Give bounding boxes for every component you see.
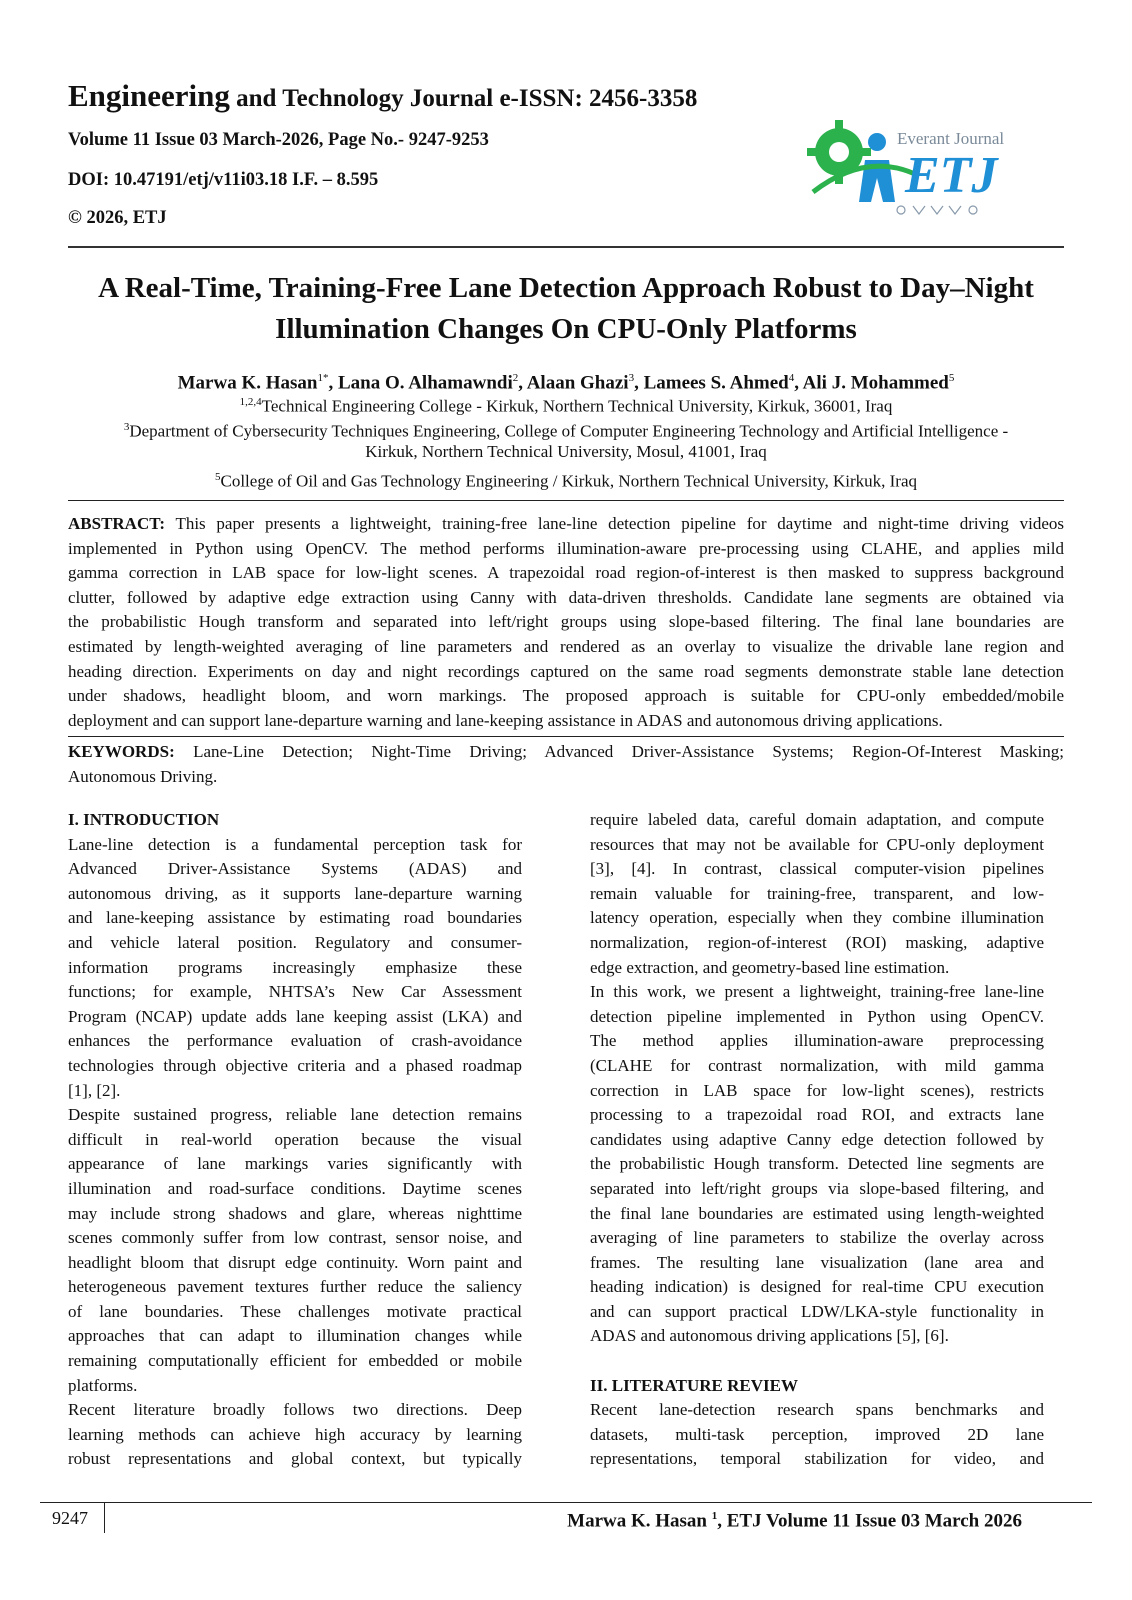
paragraph-line: detection pipeline implemented in Python using OpenCV. xyxy=(590,1006,1044,1026)
section-heading-introduction: I. INTRODUCTION xyxy=(68,810,220,829)
affiliation-text: Kirkuk, Northern Technical University, Mosul, 41001, Iraq xyxy=(365,442,767,461)
right-column-body-2 xyxy=(590,1398,1044,1472)
paragraph-line: robust representations and global context, but typically xyxy=(68,1449,522,1469)
abstract-line: clutter, followed by adaptive edge extraction using Canny with data-driven thresholds. Candidate lane segments are obtained via xyxy=(68,587,1064,607)
journal-title xyxy=(68,78,697,114)
paragraph-line: averaging of line parameters to stabilize the overlay across xyxy=(590,1228,1044,1248)
paragraph-line: ADAS and autonomous driving applications [5], [6]. xyxy=(590,1326,949,1346)
paragraph-line: information programs increasingly emphasize these xyxy=(68,957,522,977)
paragraph-line: normalization, region-of-interest (ROI) masking, adaptive xyxy=(590,932,1044,952)
paragraph-line: The method applies illumination-aware preprocessing xyxy=(590,1031,1044,1051)
paragraph-line: may include strong shadows and glare, whereas nighttime xyxy=(68,1203,522,1223)
keywords-line xyxy=(68,740,1064,765)
section-spacer xyxy=(590,1349,1044,1374)
abstract-line: gamma correction in LAB space for low-light scenes. A trapezoidal road region-of-interest is then masked to suppress background xyxy=(68,563,1064,583)
paragraph-line: functions; for example, NHTSA’s New Car Assessment xyxy=(68,982,522,1002)
journal-title-word: Engineering xyxy=(68,78,230,113)
footer-author: Marwa K. Hasan xyxy=(567,1510,712,1532)
paragraph-line: In this work, we present a lightweight, training-free lane-line xyxy=(590,982,1044,1002)
title-line: Illumination Changes On CPU-Only Platforms xyxy=(275,313,857,345)
author-sup: 3 xyxy=(628,372,635,384)
paragraph-line: the final lane boundaries are estimated using length-weighted xyxy=(590,1203,1044,1223)
paragraph-line: headlight bloom that disrupt edge continuity. Worn paint and xyxy=(68,1252,522,1272)
paragraph-line: and vehicle lateral position. Regulatory and consumer- xyxy=(68,932,522,952)
paragraph-line: of lane boundaries. These challenges motivate practical xyxy=(68,1301,522,1321)
author-name: Lamees S. Ahmed xyxy=(643,372,789,394)
author-sup: 2 xyxy=(512,372,519,384)
paragraph-line: enhances the performance evaluation of crash-avoidance xyxy=(68,1031,522,1051)
paper-title xyxy=(60,268,1072,350)
left-column xyxy=(68,808,522,1472)
right-column xyxy=(590,808,1044,1472)
paragraph-line: heading indication) is designed for real-time CPU execution xyxy=(590,1277,1044,1297)
author-name: Alaan Ghazi xyxy=(526,372,629,394)
paragraph-line: latency operation, especially when they combine illumination xyxy=(590,908,1044,928)
author-name: Marwa K. Hasan xyxy=(177,372,318,394)
affiliation-text: College of Oil and Gas Technology Engineering / Kirkuk, Northern Technical University, Kirkuk, Iraq xyxy=(220,471,917,491)
paragraph-line: platforms. xyxy=(68,1375,138,1395)
paragraph-line: Recent literature broadly follows two directions. Deep xyxy=(68,1400,522,1420)
keywords-text: Lane-Line Detection; Night-Time Driving; Advanced Driver-Assistance Systems; Region-Of-Interest Masking; xyxy=(174,742,1064,761)
affiliation-sup: 5 xyxy=(215,471,221,483)
author-name: Lana O. Alhamawndi xyxy=(337,372,513,394)
author-list: Marwa K. Hasan$^{1*}$, Lana O. Alhamawndi$^2$, Alaan Ghazi$^3$, Lamees S. Ahmed$^4$, Ali J. Mohammed$^5$ xyxy=(177,372,955,394)
journal-title-rest: and Technology Journal e-ISSN: 2456-3358 xyxy=(229,85,698,112)
page-number: 9247 xyxy=(52,1508,88,1528)
abstract-label: ABSTRACT: xyxy=(68,514,165,533)
footer-sup: 1 xyxy=(711,1510,718,1522)
abstract-line: implemented in Python using OpenCV. The method performs illumination-aware pre-processing using CLAHE, and applies mild xyxy=(68,538,1064,558)
copyright-line: © 2026, ETJ xyxy=(68,208,167,228)
paragraph-line: candidates using adaptive Canny edge detection followed by xyxy=(590,1129,1044,1149)
logo-text-main: ETJ xyxy=(905,147,998,204)
etj-logo xyxy=(805,112,1020,222)
paragraph-line: Despite sustained progress, reliable lane detection remains xyxy=(68,1105,522,1125)
paragraph-line: heterogeneous pavement textures further reduce the saliency xyxy=(68,1277,522,1297)
logo-text-top: Everant Journal xyxy=(897,129,1005,148)
affiliation-text: Technical Engineering College - Kirkuk, Northern Technical University, Kirkuk, 36001, Iraq xyxy=(261,396,893,416)
affiliation-text: Department of Cybersecurity Techniques Engineering, College of Computer Engineering Technology and Artificial Intelligence - xyxy=(129,421,1009,441)
paragraph-line: the probabilistic Hough transform. Detected line segments are xyxy=(590,1154,1044,1174)
author-sup: 4 xyxy=(788,372,795,384)
running-footer xyxy=(567,1510,1022,1532)
paragraph-line: processing to a trapezoidal road ROI, and extracts lane xyxy=(590,1105,1044,1125)
abstract-line: estimated by length-weighted averaging of line parameters and rendered as an overlay to visualize the drivable lane region and xyxy=(68,636,1064,656)
footer-rule xyxy=(40,1502,1092,1503)
abstract xyxy=(68,512,1064,733)
keywords-line: Autonomous Driving. xyxy=(68,766,218,786)
paragraph-line: illumination and road-surface conditions. Daytime scenes xyxy=(68,1178,522,1198)
paragraph-line: technologies through objective criteria and a phased roadmap xyxy=(68,1055,522,1075)
left-column-body xyxy=(68,833,522,1472)
keywords-label: KEYWORDS: xyxy=(68,742,175,761)
paragraph-line: approaches that can adapt to illumination changes while xyxy=(68,1326,522,1346)
author-name: Ali J. Mohammed xyxy=(802,372,949,394)
abstract-line xyxy=(68,512,1064,537)
abstract-line: deployment and can support lane-departure warning and lane-keeping assistance in ADAS and autonomous driving applications. xyxy=(68,710,943,730)
paragraph-line: correction in LAB space for low-light scenes), restricts xyxy=(590,1080,1044,1100)
paragraph-line: frames. The resulting lane visualization (lane area and xyxy=(590,1252,1044,1272)
logo-decoration-icon xyxy=(897,206,977,214)
paragraph-line: representations, temporal stabilization for video, and xyxy=(590,1449,1044,1469)
abstract-line: the probabilistic Hough transform and separated into left/right groups using slope-based filtering. The final lane boundaries are xyxy=(68,612,1064,632)
footer-divider xyxy=(104,1503,105,1533)
paragraph-line: [3], [4]. In contrast, classical computer-vision pipelines xyxy=(590,859,1044,879)
abstract-top-rule xyxy=(68,500,1064,501)
affiliation-sup: 1,2,4 xyxy=(239,396,262,408)
author-sup: 1* xyxy=(317,372,329,384)
paragraph-line: and can support practical LDW/LKA-style functionality in xyxy=(590,1301,1044,1321)
affiliation-sup: 3 xyxy=(123,421,130,433)
paragraph-line: datasets, multi-task perception, improved 2D lane xyxy=(590,1424,1044,1444)
paragraph-line: Program (NCAP) update adds lane keeping assist (LKA) and xyxy=(68,1006,522,1026)
paragraph-line: Lane-line detection is a fundamental perception task for xyxy=(68,834,522,854)
abstract-line: under shadows, headlight bloom, and worn markings. The proposed approach is suitable for CPU-only embedded/mobile xyxy=(68,686,1064,706)
paragraph-line: remaining computationally efficient for embedded or mobile xyxy=(68,1351,522,1371)
paragraph-line: autonomous driving, as it supports lane-departure warning xyxy=(68,883,522,903)
keywords-top-rule xyxy=(68,736,1064,737)
paragraph-line: learning methods can achieve high accuracy by learning xyxy=(68,1424,522,1444)
paragraph-line: and lane-keeping assistance by estimating road boundaries xyxy=(68,908,522,928)
doi-line: DOI: 10.47191/etj/v11i03.18 I.F. – 8.595 xyxy=(68,170,379,190)
author-sup: 5 xyxy=(948,372,955,384)
title-line: A Real-Time, Training-Free Lane Detection Approach Robust to Day–Night xyxy=(98,272,1034,304)
paragraph-line: resources that may not be available for CPU-only deployment xyxy=(590,834,1044,854)
abstract-line: heading direction. Experiments on day and night recordings captured on the same road segments demonstrate stable lane detection xyxy=(68,661,1064,681)
paragraph-line: Advanced Driver-Assistance Systems (ADAS) and xyxy=(68,859,522,879)
paragraph-line: (CLAHE for contrast normalization, with mild gamma xyxy=(590,1055,1044,1075)
affiliation xyxy=(60,440,1072,464)
paragraph-line: Recent lane-detection research spans benchmarks and xyxy=(590,1400,1044,1420)
header-rule xyxy=(68,246,1064,248)
footer-rest: , ETJ Volume 11 Issue 03 March 2026 xyxy=(717,1510,1022,1532)
keywords xyxy=(68,740,1064,789)
paragraph-line: separated into left/right groups via slope-based filtering, and xyxy=(590,1178,1044,1198)
affiliation xyxy=(60,465,1072,494)
abstract-text: This paper presents a lightweight, training-free lane-line detection pipeline for daytime and night-time driving videos xyxy=(164,514,1064,533)
section-heading-literature-review: II. LITERATURE REVIEW xyxy=(590,1375,798,1395)
paragraph-line: edge extraction, and geometry-based line estimation. xyxy=(590,957,950,977)
paragraph-line: difficult in real-world operation because the visual xyxy=(68,1129,522,1149)
paragraph-line: scenes commonly suffer from low contrast, sensor noise, and xyxy=(68,1228,522,1248)
paragraph-line: appearance of lane markings varies significantly with xyxy=(68,1154,522,1174)
paragraph-line: require labeled data, careful domain adaptation, and compute xyxy=(590,810,1044,829)
volume-line: Volume 11 Issue 03 March-2026, Page No.- 9247-9253 xyxy=(68,130,489,150)
paragraph-line: [1], [2]. xyxy=(68,1080,121,1100)
right-column-body xyxy=(590,808,1044,1349)
paragraph-line: remain valuable for training-free, transparent, and low- xyxy=(590,883,1044,903)
